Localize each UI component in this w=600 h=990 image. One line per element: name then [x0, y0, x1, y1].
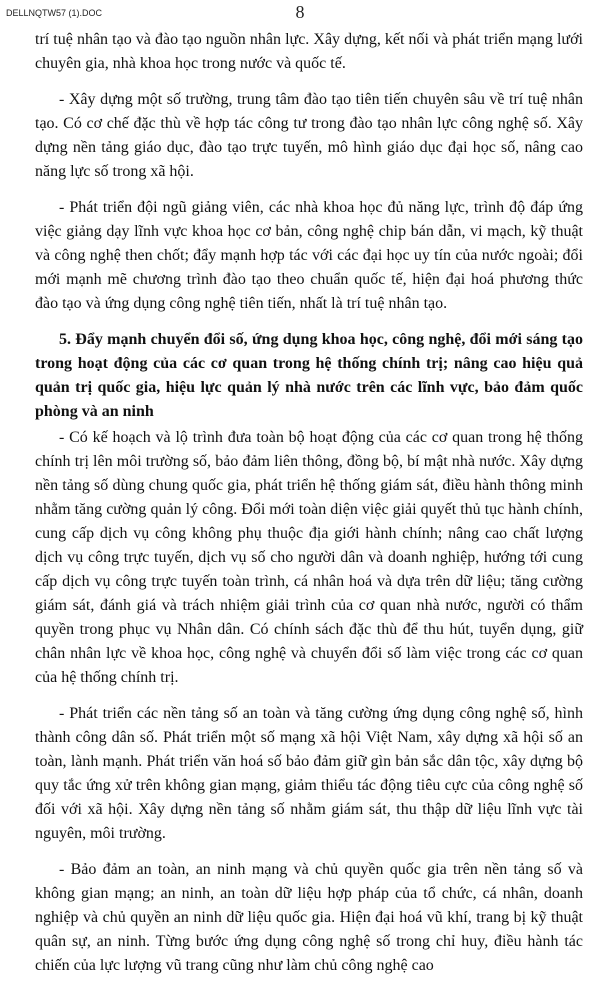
paragraph-continuation: trí tuệ nhân tạo và đào tạo nguồn nhân lực. Xây dựng, kết nối và phát triển mạng lưới chuyên gia, nhà khoa học trong nước và quốc tế.: [35, 31, 583, 72]
paragraph-lecturers-development: - Phát triển đội ngũ giảng viên, các nhà khoa học đủ năng lực, trình độ đáp ứng việc giảng dạy lĩnh vực khoa học cơ bản, công nghệ chip bán dẫn, vi mạch, kỹ thuật và công nghệ then chốt; đẩy mạnh hợp tác với các đại học uy tín của nước ngoài; đổi mới mạnh mẽ chương trình đào tạo theo chuẩn quốc tế, hiện đại hoá phương thức đào tạo và ứng dụng công nghệ tiên tiến, nhất là trí tuệ nhân tạo.: [35, 199, 583, 312]
section-heading-5: 5. Đẩy mạnh chuyển đổi số, ứng dụng khoa học, công nghệ, đổi mới sáng tạo trong hoạt động của các cơ quan trong hệ thống chính trị; nâng cao hiệu quả quản trị quốc gia, hiệu lực quản lý nhà nước trên các lĩnh vực, bảo đảm quốc phòng và an ninh: [35, 331, 583, 420]
paragraph-political-system-digital: - Có kế hoạch và lộ trình đưa toàn bộ hoạt động của các cơ quan trong hệ thống chính trị lên môi trường số, bảo đảm liên thông, đồng bộ, bí mật nhà nước. Xây dựng nền tảng số dùng chung quốc gia, phát triển hệ thống giám sát, điều hành thông minh nhằm tăng cường quản lý công. Đổi mới toàn diện việc giải quyết thủ tục hành chính, cung cấp dịch vụ công không phụ thuộc địa giới hành chính; nâng cao chất lượng dịch vụ công trực tuyến, dịch vụ số cho người dân và doanh nghiệp, hướng tới cung cấp dịch vụ công trực tuyến toàn trình, cá nhân hoá và dựa trên dữ liệu; tăng cường giám sát, đánh giá và trách nhiệm giải trình của cơ quan nhà nước, người có thẩm quyền trong phục vụ Nhân dân. Có chính sách đặc thù để thu hút, tuyển dụng, giữ chân nhân lực về khoa học, công nghệ và chuyển đổi số làm việc trong các cơ quan của hệ thống chính trị.: [35, 429, 583, 686]
paragraph-ai-training-centers: - Xây dựng một số trường, trung tâm đào tạo tiên tiến chuyên sâu về trí tuệ nhân tạo. Có cơ chế đặc thù về hợp tác công tư trong đào tạo nhân lực công nghệ số. Xây dựng nền tảng giáo dục, đào tạo trực tuyến, mô hình giáo dục đại học số, nâng cao năng lực số trong xã hội.: [35, 91, 583, 180]
file-name-header: DELLNQTW57 (1).DOC: [6, 8, 103, 18]
paragraph-cyber-security: - Bảo đảm an toàn, an ninh mạng và chủ quyền quốc gia trên nền tảng số và không gian mạng; an ninh, an toàn dữ liệu hợp pháp của tổ chức, cá nhân, doanh nghiệp và chủ quyền an ninh dữ liệu quốc gia. Hiện đại hoá vũ khí, trang bị kỹ thuật quân sự, an ninh. Từng bước ứng dụng công nghệ số trong chỉ huy, điều hành tác chiến của lực lượng vũ trang cũng như làm chủ công nghệ cao: [35, 861, 583, 974]
document-body: [35, 28, 583, 990]
paragraph-digital-platforms: - Phát triển các nền tảng số an toàn và tăng cường ứng dụng công nghệ số, hình thành công dân số. Phát triển một số mạng xã hội Việt Nam, xây dựng xã hội số an toàn, lành mạnh. Phát triển văn hoá số bảo đảm giữ gìn bản sắc dân tộc, xây dựng bộ quy tắc ứng xử trên không gian mạng, giảm thiểu tác động tiêu cực của công nghệ số đối với xã hội. Xây dựng nền tảng số nhằm giám sát, thu thập dữ liệu lĩnh vực tài nguyên, môi trường.: [35, 705, 583, 842]
page-number: 8: [295, 2, 305, 22]
